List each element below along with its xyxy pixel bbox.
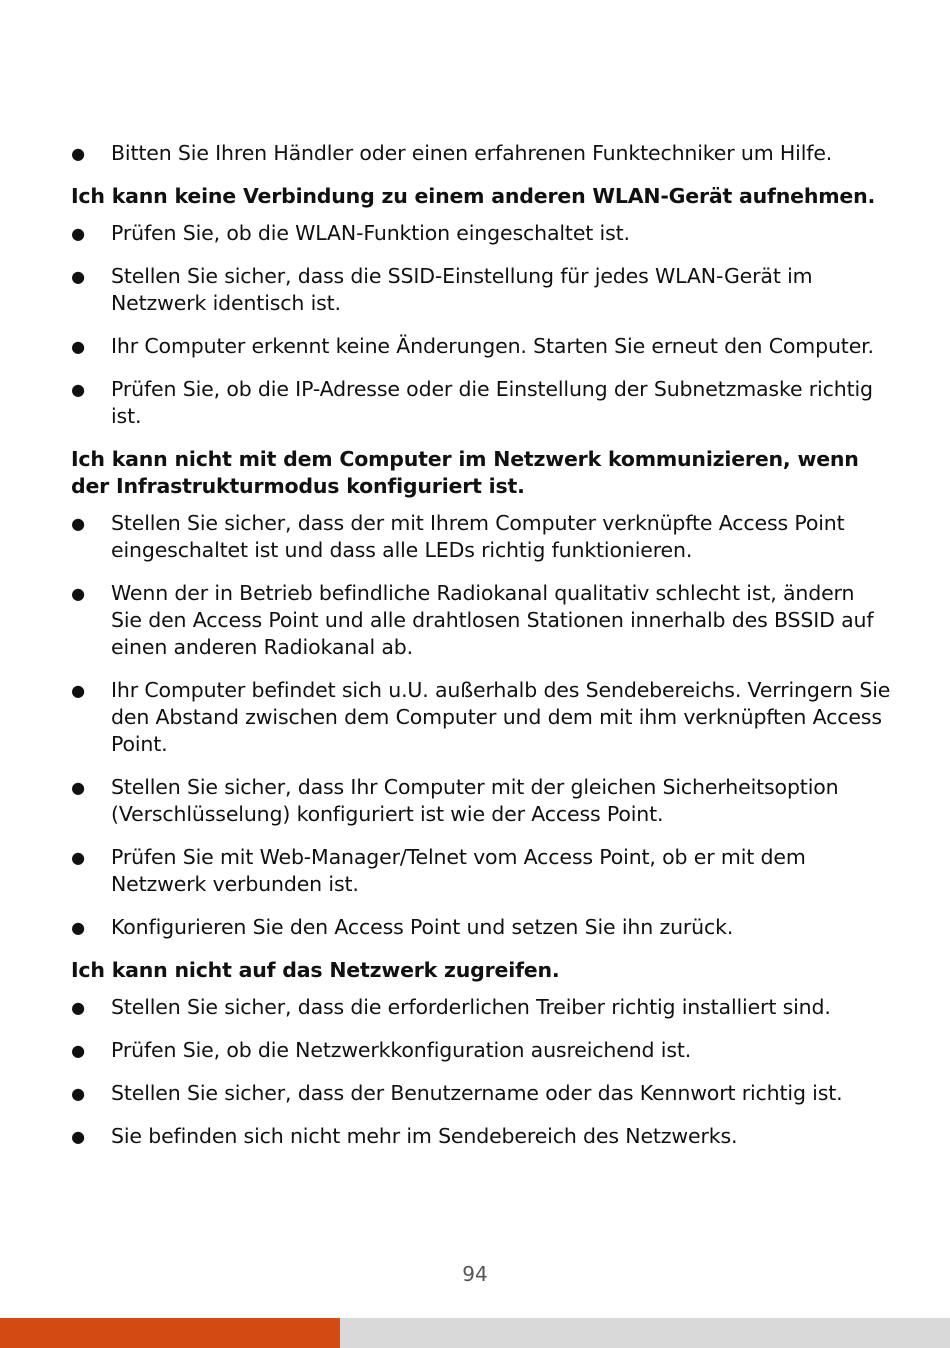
bullet-item	[71, 774, 891, 828]
bullet-icon: ●	[71, 1041, 85, 1060]
bullet-item	[71, 914, 891, 941]
page-content	[71, 140, 891, 1166]
bullet-icon: ●	[71, 380, 85, 399]
bullet-icon: ●	[71, 337, 85, 356]
bullet-item	[71, 677, 891, 758]
bullet-icon: ●	[71, 584, 85, 603]
bullet-icon: ●	[71, 681, 85, 700]
bullet-text: Ihr Computer erkennt keine Änderungen. Starten Sie erneut den Computer.	[111, 334, 874, 358]
bullet-text: Konfigurieren Sie den Access Point und setzen Sie ihn zurück.	[111, 915, 734, 939]
bullet-text: Stellen Sie sicher, dass der mit Ihrem Computer verknüpfte Access Point eingeschaltet ist und dass alle LEDs richtig funktionieren.	[111, 511, 845, 562]
bullet-icon: ●	[71, 1127, 85, 1146]
section-heading: Ich kann keine Verbindung zu einem anderen WLAN-Gerät aufnehmen.	[71, 184, 876, 208]
bullet-text: Prüfen Sie, ob die WLAN-Funktion eingeschaltet ist.	[111, 221, 630, 245]
bullet-icon: ●	[71, 514, 85, 533]
bullet-icon: ●	[71, 918, 85, 937]
bullet-icon: ●	[71, 998, 85, 1017]
bullet-text: Bitten Sie Ihren Händler oder einen erfahrenen Funktechniker um Hilfe.	[111, 141, 833, 165]
bullet-item	[71, 994, 891, 1021]
bullet-text: Stellen Sie sicher, dass die erforderlichen Treiber richtig installiert sind.	[111, 995, 831, 1019]
bullet-item	[71, 376, 891, 430]
bullet-icon: ●	[71, 267, 85, 286]
bullet-item	[71, 140, 891, 167]
bullet-text: Prüfen Sie, ob die Netzwerkkonfiguration ausreichend ist.	[111, 1038, 692, 1062]
bullet-list	[71, 140, 891, 167]
bullet-item	[71, 510, 891, 564]
bullet-item	[71, 844, 891, 898]
bullet-icon: ●	[71, 848, 85, 867]
section-heading: Ich kann nicht mit dem Computer im Netzwerk kommunizieren, wenn der Infrastrukturmodus konfiguriert ist.	[71, 447, 859, 498]
bullet-text: Wenn der in Betrieb befindliche Radiokanal qualitativ schlecht ist, ändern Sie den Access Point und alle drahtlosen Stationen innerhalb des BSSID auf einen anderen Radiokanal ab.	[111, 581, 874, 659]
bullet-item	[71, 220, 891, 247]
bullet-list	[71, 220, 891, 430]
bullet-item	[71, 263, 891, 317]
bullet-icon: ●	[71, 778, 85, 797]
bullet-item	[71, 1123, 891, 1150]
bullet-item	[71, 580, 891, 661]
bullet-text: Stellen Sie sicher, dass die SSID-Einstellung für jedes WLAN-Gerät im Netzwerk identisch ist.	[111, 264, 813, 315]
bullet-item	[71, 1037, 891, 1064]
bullet-item	[71, 1080, 891, 1107]
page-number: 94	[462, 1262, 488, 1286]
bullet-text: Prüfen Sie mit Web-Manager/Telnet vom Access Point, ob er mit dem Netzwerk verbunden ist.	[111, 845, 806, 896]
footer-neutral-segment	[340, 1318, 950, 1348]
footer-accent-segment	[0, 1318, 340, 1348]
bullet-text: Prüfen Sie, ob die IP-Adresse oder die Einstellung der Subnetzmaske richtig ist.	[111, 377, 873, 428]
bullet-text: Ihr Computer befindet sich u.U. außerhalb des Sendebereichs. Verringern Sie den Abstand zwischen dem Computer und dem mit ihm verknüpften Access Point.	[111, 678, 891, 756]
bullet-icon: ●	[71, 1084, 85, 1103]
bullet-text: Stellen Sie sicher, dass der Benutzername oder das Kennwort richtig ist.	[111, 1081, 843, 1105]
footer-bar	[0, 1318, 950, 1348]
bullet-icon: ●	[71, 224, 85, 243]
bullet-list	[71, 510, 891, 941]
bullet-text: Sie befinden sich nicht mehr im Sendebereich des Netzwerks.	[111, 1124, 738, 1148]
section-heading: Ich kann nicht auf das Netzwerk zugreifen.	[71, 958, 560, 982]
bullet-text: Stellen Sie sicher, dass Ihr Computer mit der gleichen Sicherheitsoption (Verschlüsselung) konfiguriert ist wie der Access Point.	[111, 775, 839, 826]
bullet-icon: ●	[71, 144, 85, 163]
bullet-item	[71, 333, 891, 360]
bullet-list	[71, 994, 891, 1150]
